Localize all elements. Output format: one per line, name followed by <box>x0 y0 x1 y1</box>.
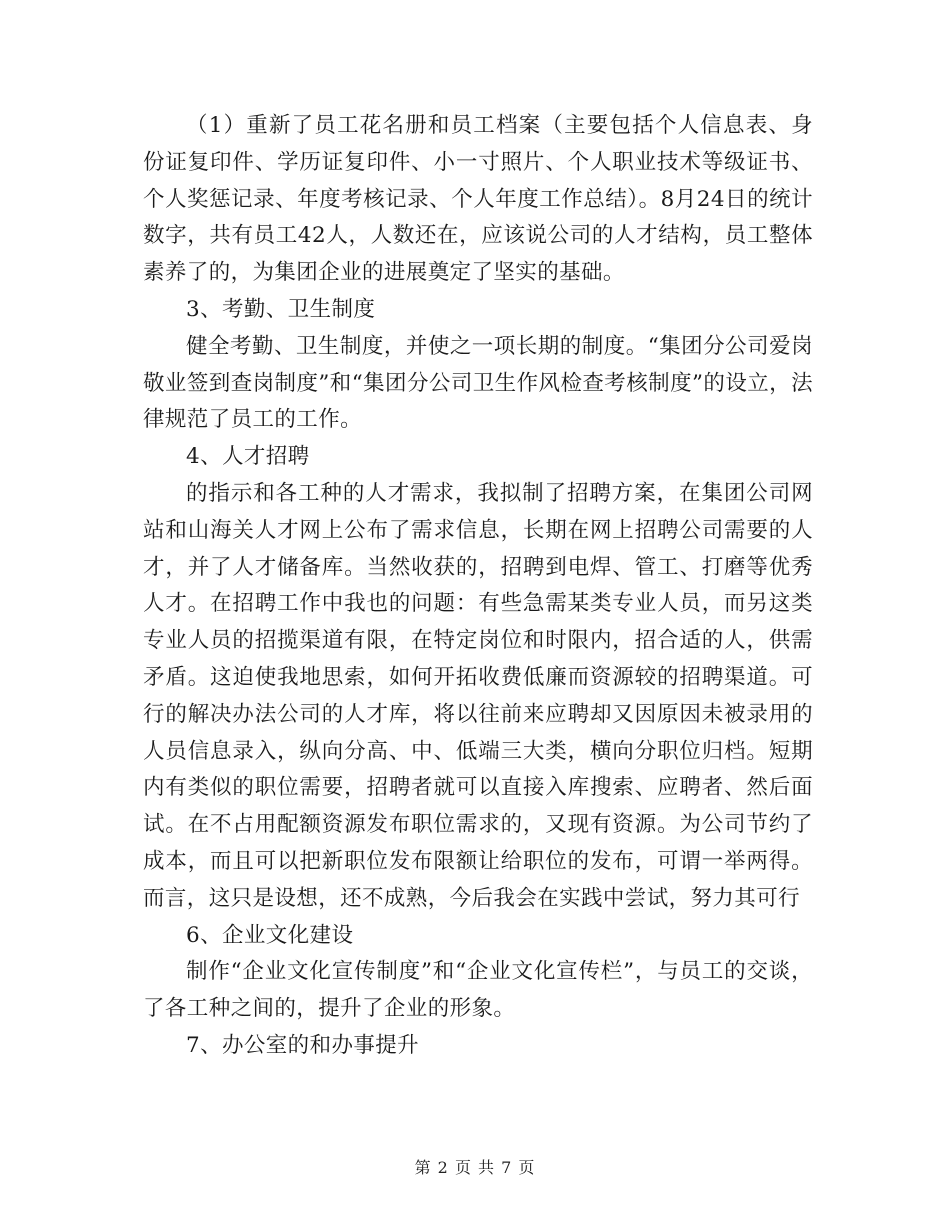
heading-corporate-culture: 6、企业文化建设 <box>186 922 354 948</box>
page-number-footer: 第 2 页 共 7 页 <box>414 1158 536 1177</box>
paragraph-attendance-hygiene: 健全考勤、卫生制度，并使之一项长期的制度。“集团分公司爱岗敬业签到查岗制度”和“集团分公司卫生作风检查考核制度”的设立，法律规范了员工的工作。 <box>143 333 813 433</box>
paragraph-employee-records: （1）重新了员工花名册和员工档案（主要包括个人信息表、身份证复印件、学历证复印件、小一寸照片、个人职业技术等级证书、个人奖惩记录、年度考核记录、个人年度工作总结）。8月24日的统计数字，共有员工42人，人数还在，应该说公司的人才结构，员工整体素养了的，为集团企业的进展奠定了坚实的基础。 <box>143 113 813 286</box>
heading-talent-recruitment: 4、人才招聘 <box>186 444 310 470</box>
paragraph-corporate-culture: 制作“企业文化宣传制度”和“企业文化宣传栏”，与员工的交谈，了各工种之间的，提升了企业的形象。 <box>143 959 813 1022</box>
heading-attendance-hygiene: 3、考勤、卫生制度 <box>186 296 376 322</box>
heading-office-efficiency: 7、办公室的和办事提升 <box>186 1032 420 1058</box>
document-body <box>143 108 813 1065</box>
paragraph-talent-recruitment: 的指示和各工种的人才需求，我拟制了招聘方案，在集团公司网站和山海关人才网上公布了需求信息，长期在网上招聘公司需要的人才，并了人才储备库。当然收获的，招聘到电焊、管工、打磨等优秀人才。在招聘工作中我也的问题：有些急需某类专业人员，而另这类专业人员的招揽渠道有限，在特定岗位和时限内，招合适的人，供需矛盾。这迫使我地思索，如何开拓收费低廉而资源较的招聘渠道。可行的解决办法公司的人才库，将以往前来应聘却又因原因未被录用的人员信息录入，纵向分高、中、低端三大类，横向分职位归档。短期内有类似的职位需要，招聘者就可以直接入库搜索、应聘者、然后面试。在不占用配额资源发布职位需求的，又现有资源。为公司节约了成本，而且可以把新职位发布限额让给职位的发布，可谓一举两得。而言，这只是设想，还不成熟，今后我会在实践中尝试，努力其可行 <box>143 480 813 911</box>
